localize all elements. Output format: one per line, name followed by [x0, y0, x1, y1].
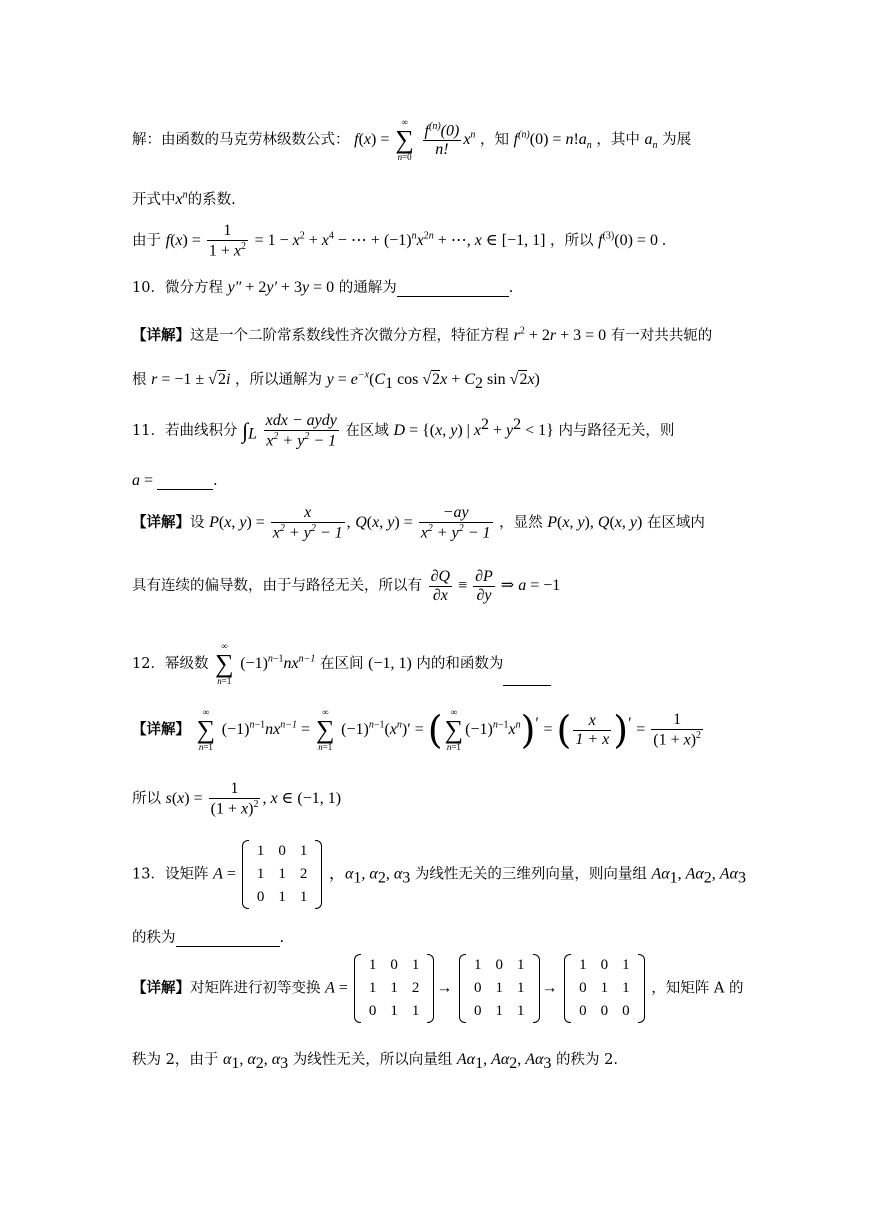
- text-segment: 这是一个二阶常系数线性齐次微分方程，特征方程: [190, 328, 509, 344]
- text-segment: 所以: [132, 790, 161, 807]
- text-segment: ，所以通解为: [235, 372, 323, 388]
- text-segment: ，显然: [499, 514, 543, 531]
- answer-tag: 【详解】: [132, 513, 190, 531]
- answer-11: 【详解】设 P(x, y) = $\frac{x}{x^2 + y^2 - 1}$ , Q(x, y) = $\frac{-ay}{x^2 + y^2 - 1}$ ，显然 P(x, y), Q(x, y) 在区域内: [132, 504, 705, 541]
- answer-13-cont: 秩为 2，由于 $\alpha_1$, $\alpha_2$, $\alpha_3$ 为线性无关，所以向量组 $A\alpha_1$, $A\alpha_2$, $A\alpha_3$ 的秩为 2.: [132, 1051, 618, 1072]
- matrix-a: 1 0 1 1 1 2 0 1 1: [242, 840, 323, 909]
- text-segment: 的秩为 2.: [556, 1052, 618, 1068]
- answer-tag: 【详解】: [132, 721, 190, 738]
- answer-12-cont: 所以 s(x) = $\frac{1}{(1 + x)^2}$ , x ∈ (−1, 1): [132, 780, 342, 817]
- matrix-a-step1: 1 0 1 0 1 1 0 1 1: [459, 954, 540, 1023]
- text-segment: 13．设矩阵: [132, 866, 209, 883]
- text-segment: 在区域: [345, 422, 389, 439]
- text-segment: 为线性无关，所以向量组: [292, 1052, 453, 1068]
- fraction: $\frac{\partial P}{\partial y}$: [475, 568, 493, 604]
- answer-10-cont: 根 r = −1 ± √2i ，所以通解为 $y = e^{-x}(C_1$ $\cos √2x + C_2$ sin √2x): [132, 369, 540, 392]
- answer-tag: 【详解】: [132, 327, 190, 344]
- text-segment: 10．微分方程: [132, 280, 223, 296]
- matrix-a-original: 1 0 1 1 1 2 0 1 1: [354, 954, 435, 1023]
- formula-maclaurin: f: [354, 131, 359, 148]
- fraction: $\frac{\partial Q}{\partial x}$: [430, 568, 451, 604]
- answer-blank: [176, 945, 280, 947]
- text-segment: ，知矩阵 A 的: [651, 980, 744, 997]
- fraction: $\frac{\text{xdx − aydy}}{x^2 + y^2 - 1}$: [265, 412, 337, 449]
- answer-blank: [503, 684, 551, 686]
- matrix-a-step2: 1 0 1 0 1 1 0 0 0: [564, 954, 645, 1023]
- text-segment: 的秩为: [132, 930, 176, 946]
- text-segment: .: [213, 473, 218, 489]
- fraction: $\frac{f^{(n)}(0)}{n!}$: [424, 121, 460, 159]
- text-segment: .: [279, 930, 285, 946]
- text-segment: 对矩阵进行初等变换: [190, 980, 321, 997]
- text-segment: 内与路径无关，则: [558, 422, 675, 439]
- text-segment: 开式中: [132, 192, 176, 208]
- text-segment: 具有连续的偏导数，由于与路径无关，所以有: [132, 578, 422, 595]
- answer-10: 【详解】这是一个二阶常系数线性齐次微分方程，特征方程 $r^2 + 2r + 3 = 0$ 有一对共共轭的: [132, 325, 713, 344]
- sum-symbol: ∞ ∑ n=1: [444, 707, 464, 752]
- text-line-coefficient: 开式中$x^n$的系数.: [132, 189, 236, 208]
- fraction: $\frac{1}{(1 + x)^2}$: [210, 780, 259, 817]
- fraction: $\frac{x}{1 + x}$: [575, 711, 610, 748]
- text-segment: 在区间: [320, 656, 364, 672]
- text-segment: 的系数.: [187, 192, 236, 208]
- question-13: 13．设矩阵 A = 1 0 1 1 1 2 0 1 1 ，$\alpha_1$, $\alpha_2$, $\alpha_3$ 为线性无关的三维列向量，则向量组 $A\alpha_1$, $A\alpha_2$, $A\alpha_3$: [132, 840, 746, 909]
- fraction: $\frac{1}{(1 + x)^2}$: [653, 711, 702, 749]
- question-10: 10．微分方程 y″ + 2y′ + 3y = 0 的通解为 .: [132, 279, 514, 296]
- answer-blank: [397, 295, 509, 297]
- sum-symbol: ∞ ∑ n=1: [196, 707, 216, 752]
- question-13-cont: [132, 926, 284, 947]
- text-segment: 为线性无关的三维列向量，则向量组: [414, 866, 647, 883]
- sum-symbol: ∞ ∑ n=1: [215, 641, 234, 686]
- sum-symbol: ∞ ∑ n=0: [395, 117, 414, 162]
- answer-13: 【详解】对矩阵进行初等变换 A = 1 0 1 1 1 2 0 1 1 → 1 0 1 0 1 1 0 1 1 → 1 0 1 0 1 1 0 0 0 ，知矩阵 A 的: [132, 954, 743, 1023]
- answer-tag: 【详解】: [132, 979, 190, 997]
- fraction: $\frac{-ay}{x^2 + y^2 - 1}$: [420, 504, 491, 541]
- text-segment: ，其中: [596, 132, 640, 148]
- text-segment: 设: [190, 514, 205, 531]
- text-segment: 有一对共共轭的: [610, 328, 713, 344]
- text-segment: 在区域内: [646, 514, 705, 531]
- text-segment: ，知: [480, 132, 510, 148]
- sum-symbol: ∞ ∑ n=1: [315, 707, 335, 752]
- text-segment: 的通解为: [338, 280, 397, 296]
- text-segment: 为展: [662, 132, 692, 148]
- text-segment: .: [508, 280, 514, 296]
- text-segment: 内的和函数为: [416, 656, 504, 672]
- answer-12: 【详解】 ∞ ∑ n=1 $(-1)^{n-1}nx^{n-1}$ = ∞ ∑ n=1 $(-1)^{n-1}(x^n)'$ = ( ∞ ∑ n=1 $(-1)^{n-1}x^n)'$ = ( $\frac{x}{1 + x}$ )′ = $\frac{1}{(1 + x)^2}$: [132, 707, 702, 752]
- text-segment: 根: [132, 372, 147, 388]
- question-11: 11．若曲线积分 $\int_L$ $\frac{\text{xdx − aydy}}{x^2 + y^2 - 1}$ 在区域 D = {(x, y) | $x^2 + y^2 < 1$} 内与路径无关，则: [132, 412, 675, 449]
- question-12: 12．幂级数 ∞ ∑ n=1 $(-1)^{n-1}nx^{n-1}$ 在区间 (−1, 1) 内的和函数为: [132, 642, 551, 686]
- text-segment: ，所以: [550, 232, 594, 249]
- text-line-maclaurin: 解：由函数的马克劳林级数公式： f(x) = ∞ ∑ n=0 $\frac{f^{(n)}(0)}{n!}$ $x^n$ ，知 $f^{(n)}(0) = n!a_n$ ，其中 $a_n$ 为展: [132, 117, 692, 162]
- text-line-expansion: 由于 f(x) = $\frac{1}{1 + x^2}$ = $1 - x^2 + x^4$ − ⋯ + $(-1)^nx^{2n}$ + ⋯, x ∈ [−1, 1] ，所以 $f^{(3)}(0) = 0$ .: [132, 222, 666, 259]
- question-11-cont: a = .: [132, 472, 218, 489]
- text-segment: 由于: [132, 232, 161, 249]
- fraction: $\frac{1}{1 + x^2}$: [208, 222, 246, 259]
- answer-11-cont: 具有连续的偏导数，由于与路径无关，所以有 $\frac{\partial Q}{\partial x}$ ≡ $\frac{\partial P}{\partial y}$ ⇒ a = −1: [132, 568, 561, 604]
- answer-blank: [157, 488, 213, 490]
- fraction: $\frac{x}{x^2 + y^2 - 1}$: [272, 504, 343, 541]
- text-segment: 11．若曲线积分: [132, 422, 238, 439]
- text-segment: 解：由函数的马克劳林级数公式：: [132, 132, 350, 148]
- text-segment: 秩为 2，由于: [132, 1052, 219, 1068]
- text-segment: 12．幂级数: [132, 656, 209, 672]
